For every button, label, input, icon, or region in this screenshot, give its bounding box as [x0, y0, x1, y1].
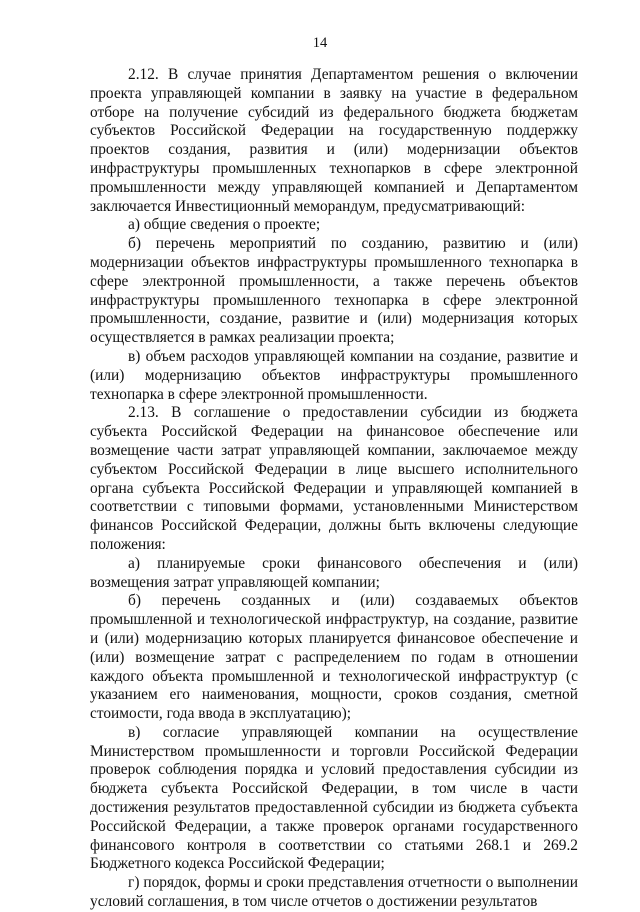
paragraph-2-13-a: а) планируемые сроки финансового обеспечения и (или) возмещения затрат управляющей компании; [90, 554, 578, 591]
paragraph-2-13: 2.13. В соглашение о предоставлении субсидии из бюджета субъекта Российской Федерации на финансовое обеспечение или возмещение части затрат управляющей компании, заключаемое между субъектом Российской Федерации в лице высшего исполнительного органа субъекта Российской Федерации и управляющей компанией в соответствии с типовыми формами, установленными Министерством финансов Российской Федерации, должны быть включены следующие положения: [90, 404, 578, 553]
paragraph-2-12-a: а) общие сведения о проекте; [128, 216, 321, 234]
page-number: 14 [312, 35, 328, 51]
paragraph-2-12-v: в) объем расходов управляющей компании на создание, развитие и (или) модернизацию объектов инфраструктуры промышленного технопарка в сфере электронной промышленности. [90, 347, 578, 403]
paragraph-2-12: 2.12. В случае принятия Департаментом решения о включении проекта управляющей компании в заявку на участие в федеральном отборе на получение субсидий из федерального бюджета бюджетам субъектов Российской Федерации на государственную поддержку проектов создания, развития и (или) модернизации объектов инфраструктуры промышленных технопарков в сфере электронной промышленности между управляющей компанией и Департаментом заключается Инвестиционный меморандум, предусматривающий: [90, 66, 578, 215]
document-body [90, 66, 578, 912]
paragraph-2-13-v: в) согласие управляющей компании на осуществление Министерством промышленности и торговли Российской Федерации проверок соблюдения порядка и условий предоставления субсидии из бюджета субъекта Российской Федерации, в том числе в части достижения результатов предоставленной субсидии из бюджета субъекта Российской Федерации, а также проверок органами государственного финансового контроля в соответствии со статьями 268.1 и 269.2 Бюджетного кодекса Российской Федерации; [90, 723, 578, 873]
paragraph-2-12-b: б) перечень мероприятий по созданию, развитию и (или) модернизации объектов инфраструктуры промышленного технопарка в сфере электронной промышленности, а также перечень объектов инфраструктуры промышленного технопарка в сфере электронной промышленности, создание, развитие и (или) модернизация которых осуществляется в рамках реализации проекта; [90, 235, 578, 347]
paragraph-2-13-g: г) порядок, формы и сроки представления отчетности о выполнении условий соглашения, в том числе отчетов о достижении результатов [90, 874, 578, 911]
paragraph-2-13-b: б) перечень созданных и (или) создаваемых объектов промышленной и технологической инфраструктур, на создание, развитие и (или) модернизацию которых планируется финансовое обеспечение и (или) возмещение затрат с распределением по годам в отношении каждого объекта промышленной и технологической инфраструктур (с указанием его наименования, мощности, сроков создания, сметной стоимости, года ввода в эксплуатацию); [90, 592, 578, 723]
